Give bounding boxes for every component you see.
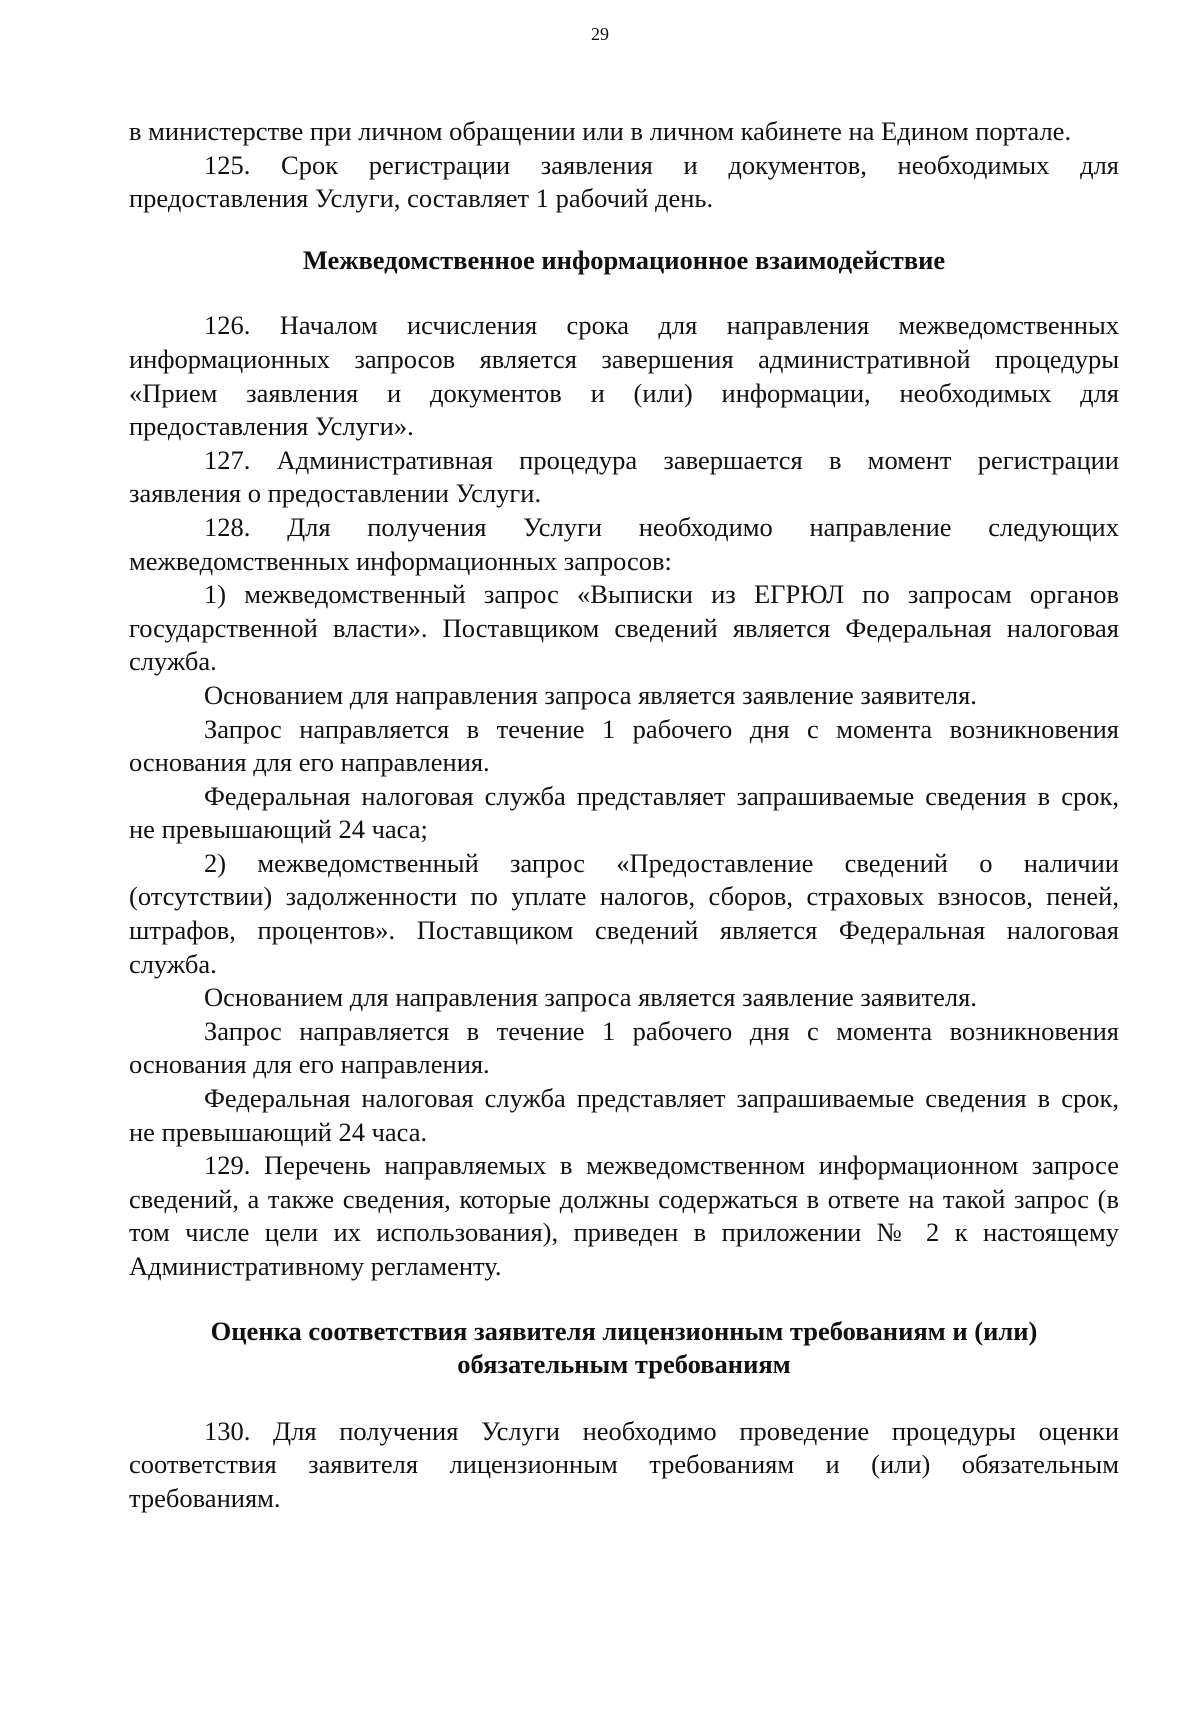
paragraph-128: 128. Для получения Услуги необходимо направление следующих межведомственных информационных запросов: bbox=[129, 511, 1119, 576]
section-heading-line: Оценка соответствия заявителя лицензионным требованиям и (или) bbox=[210, 1315, 1038, 1346]
paragraph-127: 127. Административная процедура завершается в момент регистрации заявления о предоставлении Услуги. bbox=[129, 444, 1119, 509]
section-heading-compliance bbox=[129, 1315, 1119, 1382]
page-number: 29 bbox=[591, 24, 609, 44]
paragraph-125: 125. Срок регистрации заявления и документов, необходимых для предоставления Услуги, составляет 1 рабочий день. bbox=[129, 149, 1119, 214]
list-item-request-2: 2) межведомственный запрос «Предоставление сведений о наличии (отсутствии) задолженности по уплате налогов, сборов, страховых взносов, пеней, штрафов, процентов». Поставщиком сведений является Федеральная налоговая служба. bbox=[129, 847, 1119, 979]
paragraph: Запрос направляется в течение 1 рабочего дня с момента возникновения основания для его направления. bbox=[129, 1015, 1119, 1080]
paragraph: Запрос направляется в течение 1 рабочего дня с момента возникновения основания для его направления. bbox=[129, 713, 1119, 778]
paragraph: в министерстве при личном обращении или в личном кабинете на Едином портале. bbox=[129, 116, 1072, 146]
paragraph-130: 130. Для получения Услуги необходимо проведение процедуры оценки соответствия заявителя лицензионным требованиям и (или) обязательным требованиям. bbox=[129, 1415, 1119, 1513]
document-body bbox=[129, 115, 1119, 1516]
paragraph-126: 126. Началом исчисления срока для направления межведомственных информационных запросов является завершения административной процедуры «Прием заявления и документов и (или) информации, необходимых для предоставления Услуги». bbox=[129, 310, 1119, 442]
list-item-request-1: 1) межведомственный запрос «Выписки из ЕГРЮЛ по запросам органов государственной власти». Поставщиком сведений является Федеральная налоговая служба. bbox=[129, 579, 1119, 677]
section-heading-line: обязательным требованиям bbox=[457, 1349, 791, 1380]
paragraph: Федеральная налоговая служба представляет запрашиваемые сведения в срок, не превышающий 24 часа; bbox=[129, 780, 1119, 845]
paragraph-129: 129. Перечень направляемых в межведомственном информационном запросе сведений, а также сведения, которые должны содержаться в ответе на такой запрос (в том числе цели их использования), приведен в приложении № 2 к настоящему Административному регламенту. bbox=[129, 1150, 1119, 1281]
paragraph: Федеральная налоговая служба представляет запрашиваемые сведения в срок, не превышающий 24 часа. bbox=[129, 1083, 1119, 1147]
paragraph: Основанием для направления запроса является заявление заявителя. bbox=[204, 982, 977, 1013]
section-heading-interagency: Межведомственное информационное взаимодействие bbox=[302, 244, 946, 275]
paragraph: Основанием для направления запроса является заявление заявителя. bbox=[204, 679, 977, 710]
